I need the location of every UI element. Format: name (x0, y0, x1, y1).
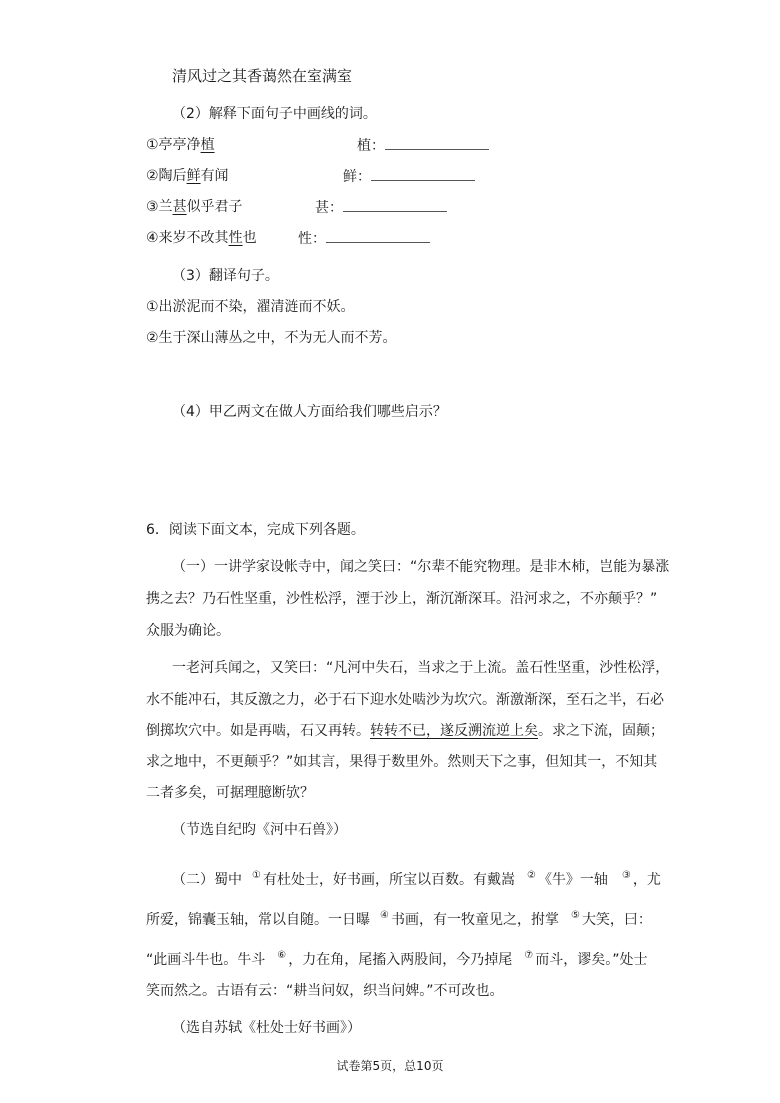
q6-p2-line-3-post: 。求之下流，固颠； (538, 723, 664, 739)
q2-item-2-label: 鲜： (343, 169, 371, 185)
q2-item-4-label: 性： (298, 231, 326, 247)
footnote-2: ② (526, 870, 536, 881)
q2-item-3-mark: 甚 (172, 199, 187, 215)
q2-item-2-mark: 鲜 (186, 168, 201, 184)
q2-item-4-answer (298, 228, 430, 249)
q6-p3-a1: （二）蜀中 (172, 872, 242, 888)
q6-p2-line-1: 一老河兵闻之，又笑曰：“凡河中失石，当求之于上流。盖石性坚重，沙性松浮， (172, 660, 670, 676)
q6-p2-line-3-pre: 倒掷坎穴中。如是再啮，石又再转。 (146, 723, 370, 739)
q2-item-1-pre: ①亭亭净 (146, 137, 201, 153)
q6-p3-a4: ，尤 (632, 872, 661, 888)
q3-title: （3）翻译句子。 (172, 268, 279, 284)
q6-p3-b2: 书画，有一牧童见之，拊掌 (390, 912, 559, 928)
q2-item-3-answer (315, 197, 447, 218)
q6-source-2: （选自苏轼《杜处士好书画》） (172, 1020, 361, 1036)
q6-p2-line-2: 水不能冲石，其反激之力，必于石下迎水处啮沙为坎穴。渐激渐深，至石之半，石必 (146, 692, 664, 708)
footnote-7: ⑦ (524, 950, 534, 961)
q2-item-3-pre: ③兰 (146, 199, 173, 215)
q6-p2-line-5: 二者多矣，可据理臆断欤？ (146, 785, 314, 801)
q6-p3-a3: 《牛》一轴 (537, 872, 608, 888)
footnote-6: ⑥ (277, 950, 287, 961)
q2-item-1-blank[interactable] (385, 135, 489, 150)
q6-p3-c1: “此画斗牛也。牛斗 (146, 952, 266, 968)
q2-item-2-answer (343, 166, 475, 187)
q6-p2-line-3 (146, 721, 664, 741)
q6-p3-line-3 (146, 946, 647, 970)
q2-item-4-post: 也 (242, 230, 257, 246)
q6-p2-line-4: 求之地中，不更颠乎？”如其言，果得于数里外。然则天下之事，但知其一，不知其 (146, 754, 658, 770)
footnote-4: ④ (380, 910, 389, 921)
q3-sentence-2: ②生于深山薄丛之中，不为无人而不芳。 (146, 330, 397, 346)
q2-item-3-blank[interactable] (343, 197, 447, 212)
footnote-5: ⑤ (570, 910, 580, 921)
q6-p3-b1: 所爱，锦囊玉轴，常以自随。一日曝 (146, 912, 370, 928)
q2-item-1 (146, 135, 215, 155)
q6-p3-line-1 (172, 866, 661, 890)
q6-p1-line-1: （一）一讲学家设帐寺中，闻之笑曰：“尔辈不能究物理。是非木杮，岂能为暴涨 (172, 559, 670, 575)
footnote-3: ③ (621, 870, 631, 881)
q2-item-2-pre: ②陶后 (146, 168, 187, 184)
q6-source-1: （节选自纪昀《河中石兽》） (172, 822, 347, 838)
q2-item-1-answer (357, 135, 489, 156)
q2-item-3-post: 似乎君子 (186, 199, 243, 215)
q2-item-1-label: 植： (357, 138, 385, 154)
q6-p3-b3: 大笑，曰： (581, 912, 652, 928)
page-footer: 试卷第5页，总10页 (336, 1059, 444, 1073)
q6-p3-line-4: 笑而然之。古语有云：“耕当问奴，织当问婢。”不可改也。 (146, 983, 504, 999)
q2-item-2-blank[interactable] (371, 166, 475, 181)
q6-p3-c2: ，力在角，尾搐入两股间，今乃掉尾 (288, 952, 513, 968)
q2-title: （2）解释下面句子中画线的词。 (172, 106, 377, 122)
q2-item-2 (146, 166, 229, 186)
poem-line: 清风过之其香蔼然在室满室 (172, 67, 353, 85)
q6-p1-line-2: 携之去？乃石性坚重，沙性松浮，湮于沙上，渐沉渐深耳。沿河求之，不亦颠乎？” (146, 591, 658, 607)
q2-item-4-pre: ④来岁不改其 (146, 230, 229, 246)
q2-item-2-post: 有闻 (200, 168, 229, 184)
q6-p3-a2: 有杜处士，好书画，所宝以百数。有戴嵩 (262, 872, 515, 888)
q6-p3-c3: 而斗，谬矣。”处士 (535, 952, 648, 968)
q2-item-4-blank[interactable] (326, 228, 430, 243)
q3-sentence-1: ①出淤泥而不染，濯清涟而不妖。 (146, 299, 355, 315)
q2-item-3-label: 甚： (315, 200, 343, 216)
q4-title: （4）甲乙两文在做人方面给我们哪些启示？ (172, 404, 447, 420)
q2-item-4 (146, 228, 257, 248)
q2-item-4-mark: 性 (228, 230, 243, 246)
q6-title: 6．阅读下面文本，完成下列各题。 (146, 522, 365, 538)
footnote-1: ① (252, 870, 261, 881)
q6-p1-line-3: 众服为确论。 (146, 623, 230, 639)
q2-item-1-mark: 植 (200, 137, 215, 153)
q6-p3-line-2 (146, 906, 652, 930)
q6-p2-underlined-sentence: 转转不已，遂反溯流逆上矣 (370, 723, 538, 739)
q2-item-3 (146, 197, 243, 217)
